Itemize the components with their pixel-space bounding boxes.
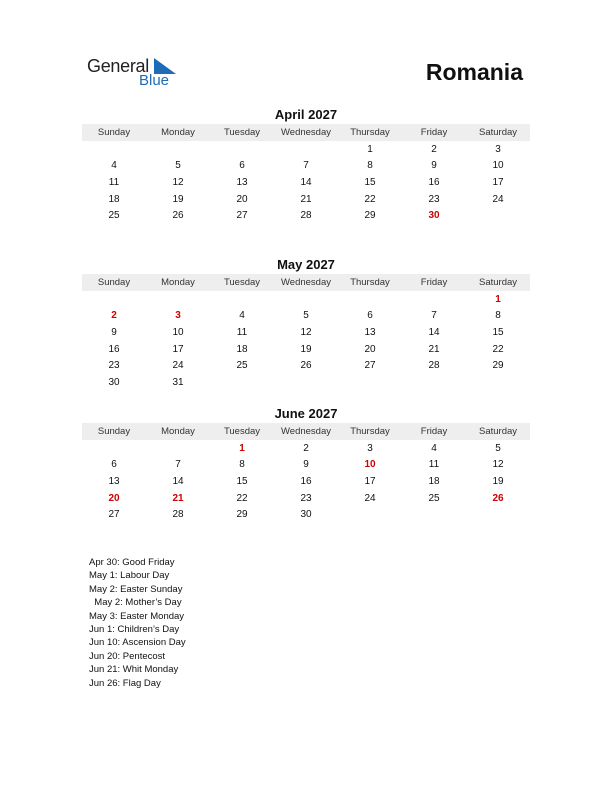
- holiday-list-item: Jun 10: Ascension Day: [89, 637, 186, 649]
- week-row: [82, 506, 530, 523]
- day-cell: 1: [367, 143, 373, 155]
- day-cell: 24: [492, 193, 504, 205]
- holiday-list: [89, 556, 186, 690]
- weekday-header: [82, 274, 530, 291]
- day-cell: 28: [428, 360, 440, 372]
- day-cell: 16: [300, 475, 312, 487]
- holiday-list-item: Jun 20: Pentecost: [89, 650, 166, 662]
- day-cell: 6: [367, 310, 373, 322]
- week-row: [82, 291, 530, 308]
- day-cell: 14: [428, 326, 440, 338]
- day-cell: 20: [236, 193, 248, 205]
- day-cell: 28: [300, 210, 312, 222]
- day-cell: 20: [364, 343, 376, 355]
- day-cell: 21: [300, 193, 312, 205]
- holiday-list-item: Jun 21: Whit Monday: [89, 664, 179, 676]
- day-cell: 12: [172, 176, 184, 188]
- day-cell: 6: [111, 459, 117, 471]
- weekday-label: Thursday: [350, 277, 390, 288]
- holiday-list-item: May 1: Labour Day: [89, 570, 170, 582]
- generalblue-logo: [86, 56, 186, 92]
- day-cell: 23: [300, 492, 312, 504]
- day-cell: 29: [364, 210, 376, 222]
- day-cell: 18: [108, 193, 120, 205]
- holiday-list-item: Jun 1: Children’s Day: [89, 623, 180, 635]
- day-cell: 9: [111, 326, 117, 338]
- day-cell: 8: [367, 160, 373, 172]
- day-cell: 22: [492, 343, 504, 355]
- holiday-day-cell: 10: [364, 459, 376, 471]
- holiday-day-cell: 30: [428, 210, 440, 222]
- logo-general-text: General: [87, 56, 149, 76]
- month-block: [82, 256, 530, 391]
- day-cell: 3: [367, 442, 373, 454]
- weekday-label: Monday: [161, 277, 195, 288]
- weekday-label: Thursday: [350, 127, 390, 138]
- day-cell: 4: [431, 442, 437, 454]
- month-title: May 2027: [277, 257, 335, 272]
- day-cell: 23: [428, 193, 440, 205]
- month-title: April 2027: [274, 107, 338, 122]
- day-cell: 12: [492, 459, 504, 471]
- day-cell: 13: [364, 326, 376, 338]
- weekday-label: Sunday: [97, 127, 131, 138]
- day-cell: 16: [108, 343, 120, 355]
- week-row: [82, 191, 530, 208]
- day-cell: 24: [364, 492, 376, 504]
- day-cell: 15: [236, 475, 248, 487]
- day-cell: 17: [364, 475, 376, 487]
- day-cell: 13: [236, 176, 248, 188]
- day-cell: 25: [108, 210, 120, 222]
- weekday-label: Saturday: [478, 426, 518, 437]
- week-row: [82, 374, 530, 391]
- day-cell: 22: [364, 193, 376, 205]
- day-cell: 6: [239, 160, 245, 172]
- weekday-label: Sunday: [97, 426, 131, 437]
- day-cell: 5: [495, 442, 501, 454]
- week-row: [82, 174, 530, 191]
- weekday-label: Wednesday: [281, 127, 331, 138]
- day-cell: 29: [492, 360, 504, 372]
- day-cell: 15: [492, 326, 504, 338]
- day-cell: 11: [108, 176, 120, 188]
- day-cell: 30: [108, 376, 120, 388]
- weekday-label: Thursday: [350, 426, 390, 437]
- holiday-list-item: May 2: Mother’s Day: [89, 597, 182, 609]
- weekday-label: Saturday: [478, 277, 518, 288]
- day-cell: 10: [492, 160, 504, 172]
- week-row: [82, 357, 530, 374]
- day-cell: 19: [492, 475, 504, 487]
- week-row: [82, 341, 530, 358]
- weekday-label: Wednesday: [281, 277, 331, 288]
- month-block: [82, 106, 530, 224]
- day-cell: 27: [236, 210, 248, 222]
- weekday-label: Friday: [420, 426, 448, 437]
- weekday-label: Wednesday: [281, 426, 331, 437]
- month-block: [82, 405, 530, 523]
- holiday-list-item: Jun 26: Flag Day: [89, 677, 161, 689]
- week-row: [82, 457, 530, 474]
- day-cell: 23: [108, 360, 120, 372]
- day-cell: 7: [175, 459, 181, 471]
- day-cell: 16: [428, 176, 440, 188]
- day-cell: 10: [172, 326, 184, 338]
- day-cell: 2: [431, 143, 437, 155]
- holiday-day-cell: 1: [495, 293, 501, 305]
- day-cell: 4: [111, 160, 117, 172]
- weekday-label: Monday: [161, 426, 195, 437]
- day-cell: 11: [236, 326, 248, 338]
- day-cell: 19: [300, 343, 312, 355]
- weekday-label: Saturday: [478, 127, 518, 138]
- day-cell: 14: [300, 176, 312, 188]
- day-cell: 15: [364, 176, 376, 188]
- day-cell: 8: [495, 310, 501, 322]
- logo-blue-text: Blue: [139, 72, 170, 89]
- holiday-list-item: Apr 30: Good Friday: [89, 557, 175, 568]
- day-cell: 27: [364, 360, 376, 372]
- holiday-list-item: May 3: Easter Monday: [89, 610, 185, 622]
- day-cell: 5: [175, 160, 181, 172]
- day-cell: 3: [495, 143, 501, 155]
- week-row: [82, 473, 530, 490]
- holiday-day-cell: 21: [172, 492, 184, 504]
- day-cell: 24: [172, 360, 184, 372]
- day-cell: 5: [303, 310, 309, 322]
- weekday-label: Tuesday: [223, 426, 261, 437]
- day-cell: 26: [172, 210, 184, 222]
- day-cell: 29: [236, 509, 248, 521]
- week-row: [82, 207, 530, 224]
- week-row: [82, 158, 530, 175]
- holiday-day-cell: 26: [492, 492, 504, 504]
- weekday-label: Monday: [161, 127, 195, 138]
- day-cell: 19: [172, 193, 184, 205]
- weekday-header: [82, 423, 530, 440]
- day-cell: 11: [428, 459, 440, 471]
- holiday-day-cell: 1: [239, 442, 245, 454]
- day-cell: 22: [236, 492, 248, 504]
- day-cell: 28: [172, 509, 184, 521]
- week-row: [82, 141, 530, 158]
- day-cell: 8: [239, 459, 245, 471]
- day-cell: 18: [428, 475, 440, 487]
- country-title: Romania: [425, 59, 523, 85]
- day-cell: 25: [236, 360, 248, 372]
- weekday-label: Tuesday: [223, 127, 261, 138]
- holiday-day-cell: 2: [111, 310, 117, 322]
- day-cell: 4: [239, 310, 245, 322]
- day-cell: 21: [428, 343, 440, 355]
- weekday-label: Tuesday: [223, 277, 261, 288]
- day-cell: 9: [303, 459, 309, 471]
- day-cell: 7: [431, 310, 437, 322]
- day-cell: 13: [108, 475, 120, 487]
- holiday-day-cell: 3: [175, 310, 181, 322]
- weekday-label: Friday: [420, 127, 448, 138]
- day-cell: 2: [303, 442, 309, 454]
- day-cell: 30: [300, 509, 312, 521]
- day-cell: 14: [172, 475, 184, 487]
- day-cell: 26: [300, 360, 312, 372]
- weekday-label: Sunday: [97, 277, 131, 288]
- day-cell: 7: [303, 160, 309, 172]
- day-cell: 17: [492, 176, 504, 188]
- holiday-list-item: May 2: Easter Sunday: [89, 583, 183, 595]
- day-cell: 27: [108, 509, 120, 521]
- day-cell: 12: [300, 326, 312, 338]
- week-row: [82, 324, 530, 341]
- day-cell: 18: [236, 343, 248, 355]
- month-title: June 2027: [274, 406, 338, 421]
- holiday-day-cell: 20: [108, 492, 120, 504]
- day-cell: 25: [428, 492, 440, 504]
- weekday-label: Friday: [420, 277, 448, 288]
- week-row: [82, 440, 530, 457]
- weekday-header: [82, 124, 530, 141]
- day-cell: 17: [172, 343, 184, 355]
- week-row: [82, 490, 530, 507]
- day-cell: 9: [431, 160, 437, 172]
- day-cell: 31: [172, 376, 184, 388]
- week-row: [82, 308, 530, 325]
